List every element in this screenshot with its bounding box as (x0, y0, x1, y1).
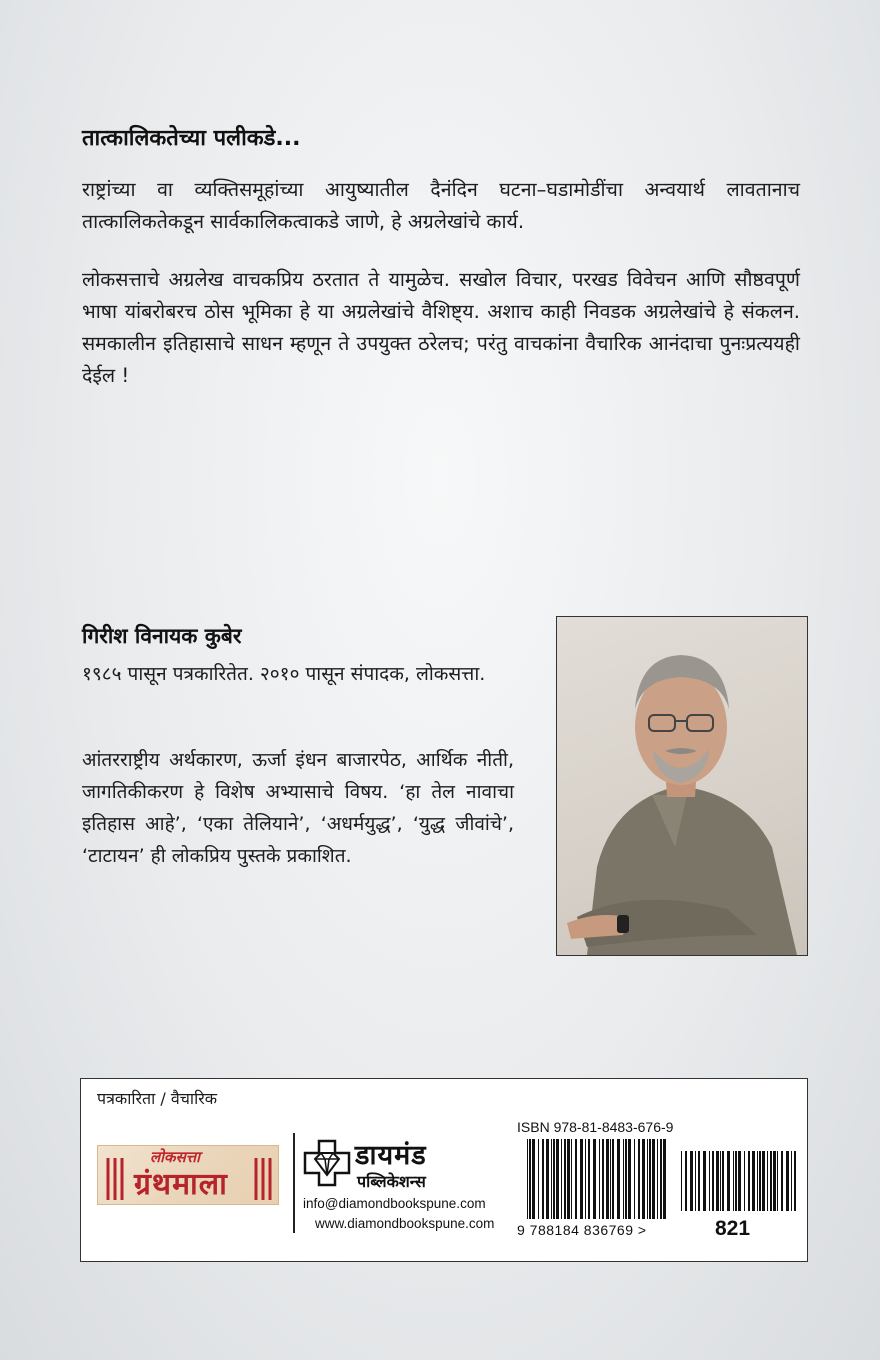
barcode-bar (762, 1151, 765, 1211)
barcode-bar (532, 1139, 535, 1219)
author-name: गिरीश विनायक कुबेर (82, 624, 242, 648)
barcode-bar (642, 1139, 645, 1219)
barcode-bar (738, 1151, 741, 1211)
barcode-bar (773, 1151, 776, 1211)
barcode-bar (638, 1139, 640, 1219)
barcode-bar (606, 1139, 609, 1219)
barcode-bar (652, 1139, 655, 1219)
barcode-bar (759, 1151, 761, 1211)
barcode-bar (685, 1151, 687, 1211)
barcode-bar (575, 1139, 577, 1219)
barcode-bar (777, 1151, 778, 1211)
barcode-bar (709, 1151, 710, 1211)
barcode-bar (647, 1139, 648, 1219)
blurb-title: तात्कालिकतेच्या पलीकडे... (82, 126, 301, 151)
publisher-subtitle: पब्लिकेशन्स (357, 1172, 426, 1191)
barcode-bar (703, 1151, 706, 1211)
series-logo-big-text: ग्रंथमाला (134, 1167, 228, 1202)
barcode-bar (712, 1151, 714, 1211)
barcode-bar (794, 1151, 796, 1211)
blurb-paragraph-1: राष्ट्रांच्या वा व्यक्तिसमूहांच्या आयुष्यातील दैनंदिन घटना–घडामोडींचा अन्वयार्थ लावतानाच तात्कालिकतेकडून सार्वकालिकत्वाकडे जाणे, हे अग्रलेखांचे कार्य. (82, 178, 800, 233)
barcode-bar (529, 1139, 531, 1219)
barcode-bar (767, 1151, 768, 1211)
barcode-bar (735, 1151, 737, 1211)
barcode-bar (546, 1139, 549, 1219)
barcode-bar (564, 1139, 566, 1219)
price-code: 821 (715, 1217, 751, 1240)
isbn-barcode (527, 1139, 667, 1219)
barcode-bar (571, 1139, 572, 1219)
barcode-bar (553, 1139, 555, 1219)
barcode-bar (744, 1151, 745, 1211)
barcode-bar (602, 1139, 604, 1219)
barcode-bar (733, 1151, 734, 1211)
author-bio-2: आंतरराष्ट्रीय अर्थकारण, ऊर्जा इंधन बाजारपेठ, आर्थिक नीती, जागतिकीकरण हे विशेष अभ्यासाचे विषय. ‘हा तेल नावाचा इतिहास आहे’, ‘एका तेलियाने’, ‘अधर्मयुद्ध’, ‘युद्ध जीवांचे’, ‘टाटायन’ ही लोकप्रिय पुस्तके प्रकाशित. (82, 749, 514, 867)
barcode-bar (720, 1151, 721, 1211)
barcode-bar (585, 1139, 586, 1219)
barcode-bar (556, 1139, 559, 1219)
price-barcode (681, 1151, 799, 1211)
barcode-bar (791, 1151, 792, 1211)
barcode-bar (623, 1139, 624, 1219)
book-info-panel (80, 1078, 808, 1262)
barcode-bar (542, 1139, 544, 1219)
barcode-digits: 9 788184 836769 > (517, 1222, 647, 1238)
barcode-bar (599, 1139, 600, 1219)
series-logo-small-text: लोकसत्ता (150, 1148, 200, 1166)
publisher-website: www.diamondbookspune.com (315, 1216, 495, 1231)
barcode-bar (695, 1151, 696, 1211)
blurb-paragraph-2: लोकसत्ताचे अग्रलेख वाचकप्रिय ठरतात ते यामुळेच. सखोल विचार, परखड विवेचन आणि सौष्ठवपूर्ण भाषा यांबरोबरच ठोस भूमिका हे या अग्रलेखांचे वैशिष्ट्य. अशाच काही निवडक अग्रलेखांचे हे संकलन. समकालीन इतिहासाचे साधन म्हणून ते उपयुक्त ठरेलच; परंतु वाचकांना वैचारिक आनंदाचा पुनःप्रत्ययही देईल ! (82, 268, 800, 387)
barcode-bar (781, 1151, 783, 1211)
author-photo (556, 616, 808, 956)
barcode-bar (757, 1151, 758, 1211)
barcode-bar (786, 1151, 789, 1211)
barcode-bar (660, 1139, 662, 1219)
barcode-bar (716, 1151, 719, 1211)
series-logo (97, 1145, 279, 1205)
barcode-bar (752, 1151, 755, 1211)
barcode-bar (610, 1139, 611, 1219)
category-label: पत्रकारिता / वैचारिक (97, 1089, 218, 1108)
barcode-bar (593, 1139, 596, 1219)
barcode-bar (681, 1151, 682, 1211)
author-portrait-illustration (557, 617, 807, 955)
divider (293, 1133, 295, 1233)
barcode-bar (748, 1151, 750, 1211)
barcode-bar (625, 1139, 627, 1219)
diamond-emblem-icon (303, 1139, 351, 1187)
barcode-bar (551, 1139, 552, 1219)
barcode-bar (770, 1151, 772, 1211)
barcode-bar (657, 1139, 658, 1219)
author-bio-1: १९८५ पासून पत्रकारितेत. २०१० पासून संपादक, लोकसत्ता. (82, 663, 486, 685)
barcode-bar (663, 1139, 666, 1219)
barcode-bar (527, 1139, 528, 1219)
barcode-bar (538, 1139, 539, 1219)
barcode-bar (649, 1139, 651, 1219)
publisher-name: डायमंड (355, 1140, 427, 1171)
barcode-bar (698, 1151, 700, 1211)
barcode-bar (567, 1139, 570, 1219)
barcode-bar (628, 1139, 631, 1219)
barcode-bar (722, 1151, 724, 1211)
barcode-bar (690, 1151, 693, 1211)
isbn-text: ISBN 978-81-8483-676-9 (517, 1119, 674, 1135)
barcode-bar (561, 1139, 562, 1219)
barcode-bar (612, 1139, 614, 1219)
barcode-bar (727, 1151, 730, 1211)
barcode-bar (588, 1139, 590, 1219)
barcode-bar (634, 1139, 635, 1219)
publisher-email: info@diamondbookspune.com (303, 1196, 486, 1211)
barcode-bar (580, 1139, 583, 1219)
barcode-bar (617, 1139, 620, 1219)
